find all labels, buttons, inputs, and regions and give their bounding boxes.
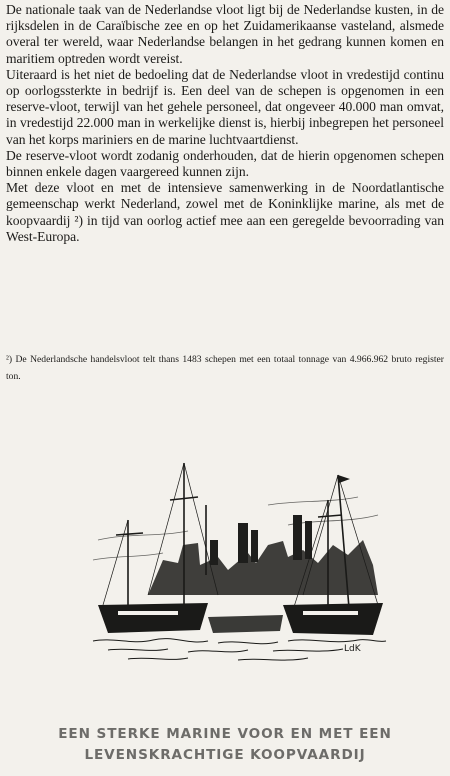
caption-line-2: LEVENSKRACHTIGE KOOPVAARDIJ (84, 747, 366, 763)
paragraph-peacetime-strength: Uiteraard is het niet de bedoeling dat de Nederlandse vloot in vredestijd continu op oorlogssterkte in bedrijf is. Een deel van de schepen is opgenomen in een reserve-vloot, terwijl van het gehele personeel, dat ongeveer 40.000 man omvat, in vredestijd 22.000 man in werkelijke dienst is, hierbij inbegrepen het personeel van het korps mariniers en de marine luchtvaartdienst. (6, 66, 444, 147)
artist-signature: LdK (344, 644, 361, 654)
harbor-sketch-illustration (88, 445, 388, 670)
caption-slogan (0, 724, 450, 766)
paragraph-cooperation: Met deze vloot en met de intensieve samenwerking in de Noordatlantische gemeenschap werkt Nederland, zowel met de Koninklijke marine, als met de koopvaardij ²) in tijd van oorlog actief mee aan een geregelde bevoorrading van West-Europa. (6, 180, 444, 244)
paragraph-national-task: De nationale taak van de Nederlandse vloot ligt bij de Nederlandse kusten, in de rijksdelen in de Caraïbische zee en op het Zuidamerikaanse vasteland, alsmede overal ter wereld, waar Nederlandse belangen in het gedrang kunnen komen en maritiem optreden wordt vereist. (6, 2, 444, 66)
footnote: ²) De Nederlandsche handelsvloot telt thans 1483 schepen met een totaal tonnage van 4.966.962 bruto register ton. (6, 354, 444, 382)
body-text (6, 2, 444, 245)
paragraph-reserve-fleet: De reserve-vloot wordt zodanig onderhouden, dat de hierin opgenomen schepen binnen enkele dagen vaargereed kunnen zijn. (6, 147, 444, 180)
caption-line-1: EEN STERKE MARINE VOOR EN MET EEN (58, 726, 392, 742)
